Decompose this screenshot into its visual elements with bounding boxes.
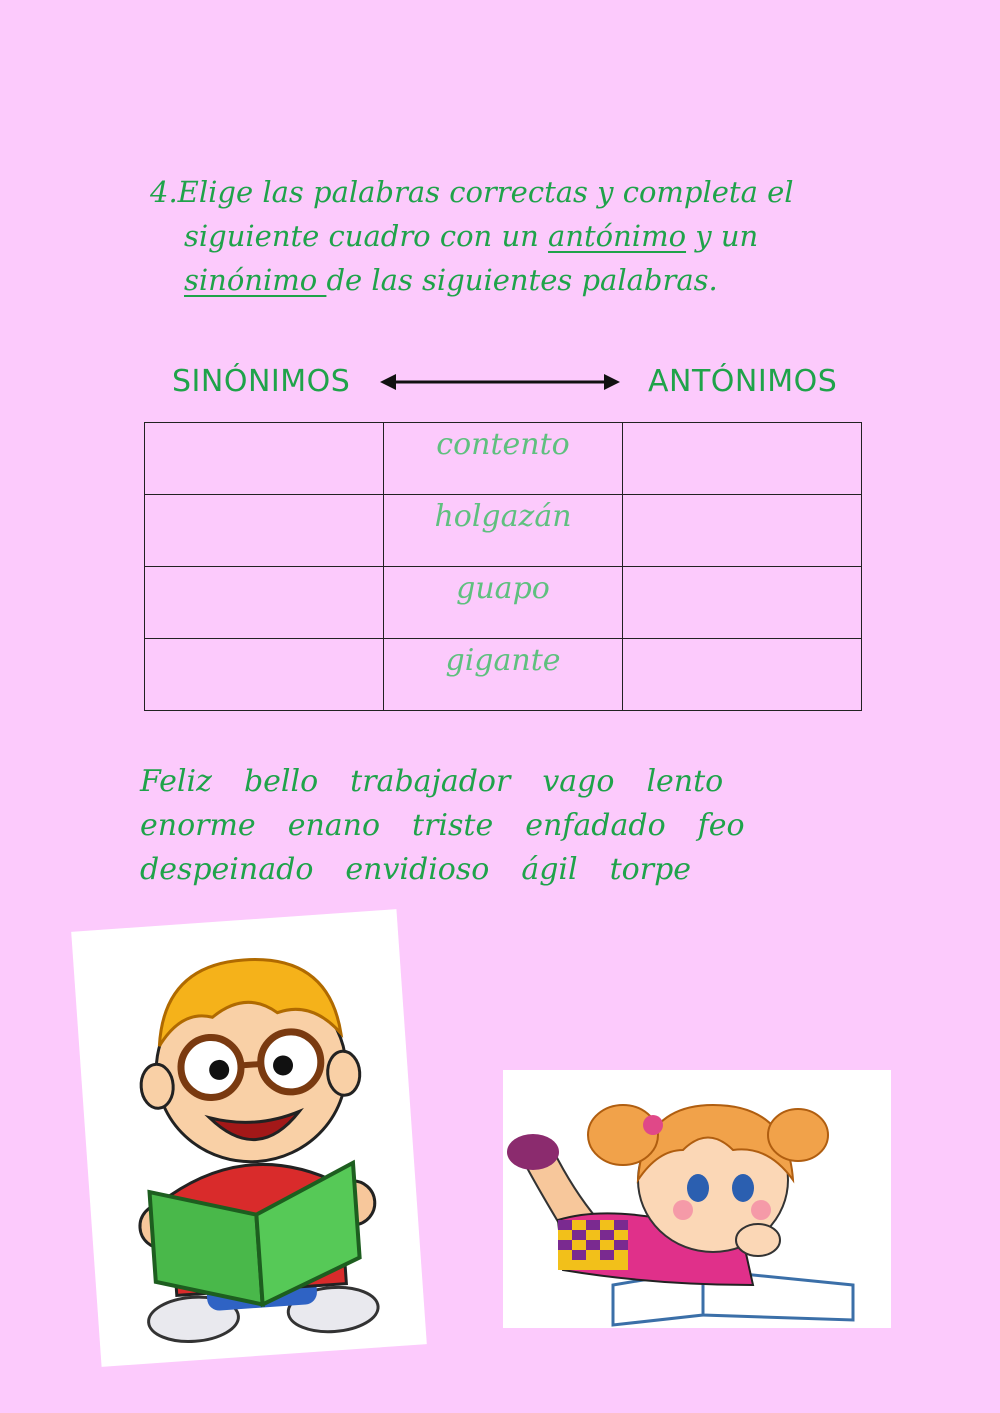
word-bank-row-3 <box>140 848 840 892</box>
bank-word[interactable]: enfadado <box>525 808 666 843</box>
instruction-line-2-tail: y un <box>686 219 759 253</box>
word-cell <box>384 423 623 495</box>
synonym-cell[interactable] <box>145 639 384 711</box>
antonym-answer-field[interactable] <box>623 639 861 710</box>
antonym-cell[interactable] <box>623 423 862 495</box>
instruction-line-3-text: de las siguientes palabras. <box>326 263 718 297</box>
synonym-cell[interactable] <box>145 495 384 567</box>
antonym-answer-field[interactable] <box>623 567 861 638</box>
table-word: guapo <box>456 571 550 606</box>
bank-word[interactable]: triste <box>412 808 494 843</box>
bank-word[interactable]: bello <box>243 764 319 799</box>
instruction-line-2-text: siguiente cuadro con un <box>184 219 549 253</box>
antonym-answer-field[interactable] <box>623 495 861 566</box>
synonym-cell[interactable] <box>145 423 384 495</box>
bank-word[interactable]: torpe <box>609 852 692 887</box>
synonym-answer-field[interactable] <box>145 495 383 566</box>
instruction-text <box>150 170 850 302</box>
bank-word[interactable]: Feliz <box>140 764 212 799</box>
header-sinonimos: SINÓNIMOS <box>172 364 351 399</box>
antonym-answer-field[interactable] <box>623 423 861 494</box>
bank-word[interactable]: enorme <box>140 808 256 843</box>
instruction-line-1-text: Elige las palabras correctas y completa el <box>177 175 794 209</box>
exercise-number: 4. <box>150 175 178 209</box>
bank-word[interactable]: ágil <box>521 852 578 887</box>
word-cell <box>384 567 623 639</box>
synonym-cell[interactable] <box>145 567 384 639</box>
antonym-cell[interactable] <box>623 639 862 711</box>
header-antonimos: ANTÓNIMOS <box>648 364 838 399</box>
bank-word[interactable]: lento <box>646 764 724 799</box>
synonym-answer-field[interactable] <box>145 567 383 638</box>
double-arrow-icon <box>380 368 620 396</box>
boy-reading-illustration <box>71 909 427 1367</box>
synonym-answer-field[interactable] <box>145 639 383 710</box>
girl-reading-icon <box>503 1070 891 1328</box>
underlined-sinonimo: sinónimo <box>184 263 327 297</box>
word-bank <box>140 760 840 892</box>
table-row <box>145 423 862 495</box>
instruction-line-1 <box>150 170 850 214</box>
table-word: holgazán <box>434 499 572 534</box>
synonym-antonym-table <box>144 422 862 711</box>
bank-word[interactable]: enano <box>287 808 381 843</box>
bank-word[interactable]: envidioso <box>345 852 490 887</box>
underlined-antonimo: antónimo <box>548 219 687 253</box>
boy-reading-icon <box>71 909 427 1367</box>
table-word: gigante <box>445 643 561 678</box>
table-row <box>145 567 862 639</box>
word-bank-row-2 <box>140 804 840 848</box>
word-cell <box>384 639 623 711</box>
antonym-cell[interactable] <box>623 495 862 567</box>
antonym-cell[interactable] <box>623 567 862 639</box>
instruction-line-2 <box>150 214 850 258</box>
table-word: contento <box>436 427 570 462</box>
word-bank-row-1 <box>140 760 840 804</box>
table-row <box>145 639 862 711</box>
bank-word[interactable]: feo <box>697 808 745 843</box>
bank-word[interactable]: despeinado <box>140 852 314 887</box>
synonym-answer-field[interactable] <box>145 423 383 494</box>
bank-word[interactable]: vago <box>542 764 615 799</box>
bank-word[interactable]: trabajador <box>350 764 511 799</box>
table-row <box>145 495 862 567</box>
girl-reading-illustration <box>503 1070 891 1328</box>
instruction-line-3 <box>150 258 850 302</box>
word-cell <box>384 495 623 567</box>
